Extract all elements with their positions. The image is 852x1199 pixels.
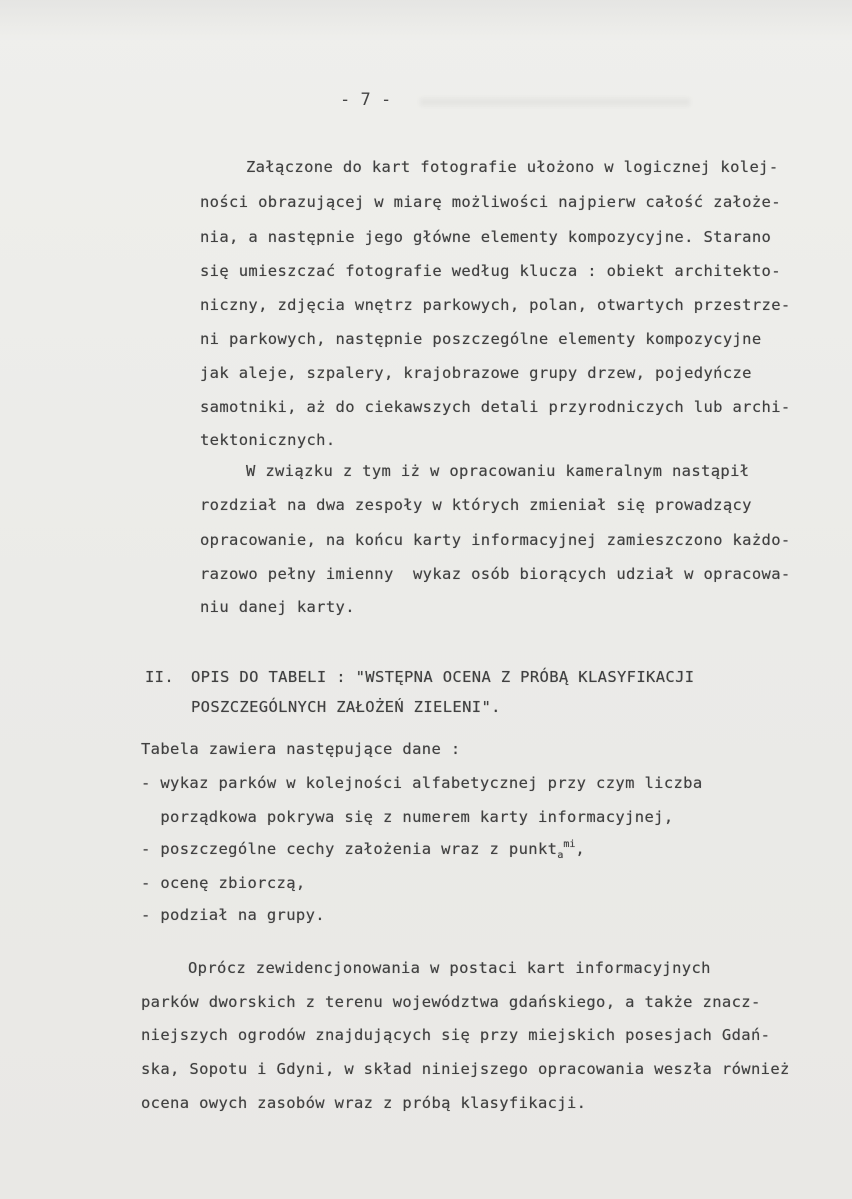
- page-number: - 7 -: [340, 90, 392, 110]
- paragraph3-line: parków dworskich z terenu województwa gdańskiego, a także znacz-: [141, 993, 761, 1011]
- paragraph1-line: jak aleje, szpalery, krajobrazowe grupy drzew, pojedyńcze: [200, 364, 752, 382]
- paragraph2-line: niu danej karty.: [200, 598, 355, 616]
- section-number: II.: [145, 668, 175, 686]
- table-intro: Tabela zawiera następujące dane :: [141, 740, 461, 758]
- list-item-text: - poszczególne cechy założenia wraz z punkt: [141, 840, 558, 858]
- list-item: [141, 840, 585, 861]
- paragraph1-line: Załączone do kart fotografie ułożono w logicznej kolej-: [246, 158, 779, 176]
- paragraph2-line: razowo pełny imienny wykaz osób biorących udział w opracowa-: [200, 565, 791, 583]
- list-item: - podział na grupy.: [141, 906, 325, 924]
- paragraph3-line: niejszych ogrodów znajdujących się przy miejskich posesjach Gdań-: [141, 1026, 771, 1044]
- list-item: - ocenę zbiorczą,: [141, 874, 306, 892]
- list-item: - wykaz parków w kolejności alfabetycznej przy czym liczba: [141, 774, 703, 792]
- list-item-tail: ,: [575, 840, 586, 858]
- list-item-superscript: mi: [563, 839, 576, 850]
- paragraph1-line: się umieszczać fotografie według klucza : obiekt architekto-: [200, 262, 781, 280]
- paragraph2-line: opracowanie, na końcu karty informacyjnej zamieszczono każdo-: [200, 531, 791, 549]
- list-item: porządkowa pokrywa się z numerem karty informacyjnej,: [141, 808, 674, 826]
- paragraph3-line: Oprócz zewidencjonowania w postaci kart informacyjnych: [188, 959, 711, 977]
- list-item-subscript: a: [557, 850, 564, 861]
- paragraph1-line: niczny, zdjęcia wnętrz parkowych, polan, otwartych przestrze-: [200, 296, 791, 314]
- paragraph1-line: samotniki, aż do ciekawszych detali przyrodniczych lub archi-: [200, 398, 791, 416]
- scan-edge-shade: [0, 0, 852, 40]
- paragraph3-line: ska, Sopotu i Gdyni, w skład niniejszego opracowania weszła również: [141, 1060, 790, 1078]
- scan-smudge: [420, 98, 690, 106]
- paragraph1-line: ni parkowych, następnie poszczególne elementy kompozycyjne: [200, 330, 762, 348]
- paragraph1-line: nia, a następnie jego główne elementy kompozycyjne. Starano: [200, 228, 772, 246]
- paragraph2-line: rozdział na dwa zespoły w których zmieniał się prowadzący: [200, 496, 752, 514]
- paragraph2-line: W związku z tym iż w opracowaniu kameralnym nastąpił: [246, 462, 750, 480]
- paragraph3-line: ocena owych zasobów wraz z próbą klasyfikacji.: [141, 1094, 587, 1112]
- paragraph1-line: tektonicznych.: [200, 431, 336, 449]
- paragraph1-line: ności obrazującej w miarę możliwości najpierw całość założe-: [200, 193, 781, 211]
- section-title-line: OPIS DO TABELI : "WSTĘPNA OCENA Z PRÓBĄ KLASYFIKACJI: [191, 668, 695, 686]
- section-title-line: POSZCZEGÓLNYCH ZAŁOŻEŃ ZIELENI".: [191, 698, 501, 716]
